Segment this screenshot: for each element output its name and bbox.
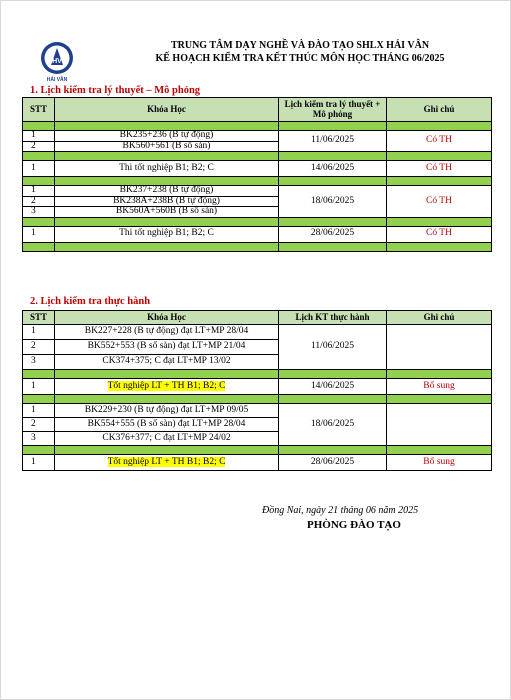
plan-title: KẾ HOẠCH KIỂM TRA KẾT THÚC MÔN HỌC THÁNG 06/2025 [155,53,445,64]
schedule-date: 11/06/2025 [279,131,387,152]
col-schedule: Lịch KT thực hành [279,311,387,325]
highlighted-course: Tốt nghiệp LT + TH B1; B2; C [107,380,226,391]
note-cell: Có TH [387,226,492,242]
org-name: TRUNG TÂM DẠY NGHỀ VÀ ĐÀO TẠO SHLX HẢI VÂN [170,40,430,51]
table-row: 1 Tốt nghiệp LT + TH B1; B2; C 14/06/2025 Bổ sung [23,379,492,395]
note-cell: Có TH [387,161,492,177]
table-row: 2 BK554+555 (B số sàn) đạt LT+MP 28/04 [23,418,492,432]
col-stt: STT [23,98,55,122]
spacer-row [23,217,492,226]
logo-caption: HẢI VÂN [46,77,68,83]
table-row: 2 BK560+561 (B số sàn) [23,141,492,152]
section1-title: 1. Lịch kiểm tra lý thuyết – Mô phỏng [30,85,201,96]
table-row: 1 BK237+238 (B tự động) 18/06/2025 Có TH [23,186,492,197]
spacer-row [23,446,492,455]
schedule-date: 18/06/2025 [279,186,387,218]
note-cell [387,325,492,370]
table-row: 1 Tốt nghiệp LT + TH B1; B2; C 28/06/2025 Bổ sung [23,455,492,471]
schedule-date: 28/06/2025 [279,455,387,471]
table-row: 3 CK376+377; C đạt LT+MP 24/02 [23,432,492,446]
note-cell [387,404,492,446]
col-note: Ghi chú [387,98,492,122]
spacer-row [23,122,492,131]
spacer-row [23,177,492,186]
note-cell: Bổ sung [387,379,492,395]
signature-office: PHÒNG ĐÀO TẠO [307,519,401,531]
col-note: Ghi chú [387,311,492,325]
col-stt: STT [23,311,55,325]
table-row: 1 Thi tốt nghiệp B1; B2; C 14/06/2025 Có TH [23,161,492,177]
schedule-date: 28/06/2025 [279,226,387,242]
table-row: 1 BK227+228 (B tự động) đạt LT+MP 28/04 11/06/2025 [23,325,492,340]
practice-schedule-table [22,310,492,471]
note-cell: Có TH [387,131,492,152]
theory-schedule-table [22,97,492,252]
note-cell: Có TH [387,186,492,218]
note-cell: Bổ sung [387,455,492,471]
col-course: Khóa Học [55,311,279,325]
highlighted-course: Tốt nghiệp LT + TH B1; B2; C [107,456,226,467]
spacer-row [23,370,492,379]
spacer-row [23,152,492,161]
spacer-row [23,395,492,404]
col-course: Khóa Học [55,98,279,122]
col-schedule: Lịch kiểm tra lý thuyết + Mô phỏng [279,98,387,122]
svg-text:HV: HV [52,58,62,65]
table-row: 1 Thi tốt nghiệp B1; B2; C 28/06/2025 Có TH [23,226,492,242]
table-row: 1 BK229+230 (B tự động) đạt LT+MP 09/05 18/06/2025 [23,404,492,418]
spacer-row [23,242,492,251]
section2-title: 2. Lịch kiểm tra thực hành [30,296,151,307]
table-row: 1 BK235+236 (B tự động) 11/06/2025 Có TH [23,131,492,142]
table-row: 2 BK552+553 (B số sàn) đạt LT+MP 21/04 [23,340,492,355]
table-row: 3 BK560A+560B (B số sàn) [23,207,492,218]
table-row: 2 BK238A+238B (B tự động) [23,196,492,207]
schedule-date: 18/06/2025 [279,404,387,446]
signature-date: Đồng Nai, ngày 21 tháng 06 năm 2025 [262,505,419,516]
schedule-date: 14/06/2025 [279,379,387,395]
schedule-date: 11/06/2025 [279,325,387,370]
table-row: 3 CK374+375; C đạt LT+MP 13/02 [23,355,492,370]
schedule-date: 14/06/2025 [279,161,387,177]
